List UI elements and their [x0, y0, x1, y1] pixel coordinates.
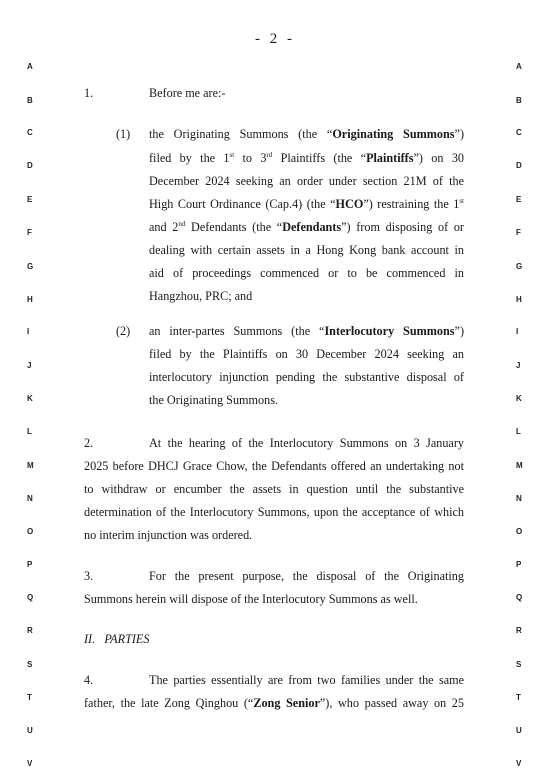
margin-letter-l: L [27, 427, 32, 436]
list-item-label: (2) [116, 324, 131, 338]
margin-letter-d: D [516, 161, 522, 170]
paragraph-number: 4. [84, 673, 94, 687]
paragraph-line: to withdraw or encumber the assets in question until the substantive [84, 482, 464, 496]
paragraph-text: Before me are:- [149, 86, 226, 100]
margin-letter-g: G [516, 262, 523, 271]
margin-letter-u: U [27, 726, 33, 735]
margin-letter-e: E [27, 195, 33, 204]
section-heading-title: PARTIES [104, 632, 150, 646]
margin-letter-g: G [27, 262, 34, 271]
paragraph-line: determination of the Interlocutory Summons, upon the acceptance of which [84, 505, 464, 519]
list-item-line: filed by the 1st to 3rd Plaintiffs (the “Plaintiffs”) on 30 [149, 150, 465, 165]
margin-letter-q: Q [27, 593, 34, 602]
margin-letter-f: F [27, 228, 32, 237]
section-heading [84, 632, 149, 646]
margin-letter-v: V [516, 759, 522, 768]
list-item-line: December 2024 seeking an order under section 21M of the [149, 174, 464, 188]
list-item-line: the Originating Summons. [149, 393, 278, 407]
margin-letter-e: E [516, 195, 522, 204]
margin-letter-q: Q [516, 593, 523, 602]
margin-letter-o: O [27, 527, 34, 536]
list-item-line: aid of proceedings commenced or to be commenced in [149, 266, 464, 280]
margin-letter-j: J [516, 361, 521, 370]
paragraph-line: Summons herein will dispose of the Interlocutory Summons as well. [84, 592, 418, 606]
list-item-label: (1) [116, 127, 131, 141]
margin-letter-o: O [516, 527, 523, 536]
margin-letter-h: H [27, 295, 33, 304]
list-item-line: and 2nd Defendants (the “Defendants”) from disposing of or [149, 219, 464, 234]
list-item-line: dealing with certain assets in a Hong Kong bank account in [149, 243, 464, 257]
margin-letter-k: K [516, 394, 522, 403]
list-item-line: an inter-partes Summons (the “Interlocutory Summons”) [149, 324, 464, 338]
paragraph-number: 3. [84, 569, 94, 583]
margin-letter-r: R [516, 626, 522, 635]
margin-letter-h: H [516, 295, 522, 304]
margin-letter-n: N [27, 494, 33, 503]
paragraph-line: For the present purpose, the disposal of the Originating [149, 569, 464, 583]
paragraph-line: At the hearing of the Interlocutory Summons on 3 January [149, 436, 464, 450]
section-heading-number: II. [84, 632, 96, 646]
paragraph-line: father, the late Zong Qinghou (“Zong Senior”), who passed away on 25 [84, 696, 464, 710]
paragraph-line: 2025 before DHCJ Grace Chow, the Defendants offered an undertaking not [84, 459, 464, 473]
margin-letter-i: I [516, 327, 519, 336]
paragraph-line: no interim injunction was ordered. [84, 528, 253, 542]
margin-letter-n: N [516, 494, 522, 503]
margin-letter-s: S [27, 660, 33, 669]
paragraph-number: 1. [84, 86, 94, 100]
margin-letter-a: A [516, 62, 522, 71]
margin-letter-s: S [516, 660, 522, 669]
margin-letter-r: R [27, 626, 33, 635]
margin-letter-d: D [27, 161, 33, 170]
list-item-line: interlocutory injunction pending the substantive disposal of [149, 370, 464, 384]
margin-letter-i: I [27, 327, 30, 336]
list-item-line: Hangzhou, PRC; and [149, 289, 253, 303]
margin-letter-t: T [27, 693, 32, 702]
margin-letter-m: M [516, 461, 523, 470]
margin-letter-l: L [516, 427, 521, 436]
margin-letter-k: K [27, 394, 33, 403]
margin-letter-a: A [27, 62, 33, 71]
margin-letter-b: B [516, 96, 522, 105]
list-item-line: filed by the Plaintiffs on 30 December 2024 seeking an [149, 347, 464, 361]
margin-letter-p: P [27, 560, 33, 569]
margin-letter-c: C [516, 128, 522, 137]
paragraph-line: The parties essentially are from two families under the same [149, 673, 464, 687]
margin-letter-b: B [27, 96, 33, 105]
margin-letter-v: V [27, 759, 33, 768]
margin-letter-c: C [27, 128, 33, 137]
margin-letter-u: U [516, 726, 522, 735]
margin-letter-m: M [27, 461, 34, 470]
paragraph-number: 2. [84, 436, 94, 450]
list-item-line: High Court Ordinance (Cap.4) (the “HCO”) restraining the 1st [149, 196, 464, 211]
margin-letter-j: J [27, 361, 32, 370]
list-item-line: the Originating Summons (the “Originating Summons”) [149, 127, 464, 141]
margin-letter-p: P [516, 560, 522, 569]
page-number: - 2 - [255, 31, 295, 47]
margin-letter-f: F [516, 228, 521, 237]
margin-letter-t: T [516, 693, 521, 702]
